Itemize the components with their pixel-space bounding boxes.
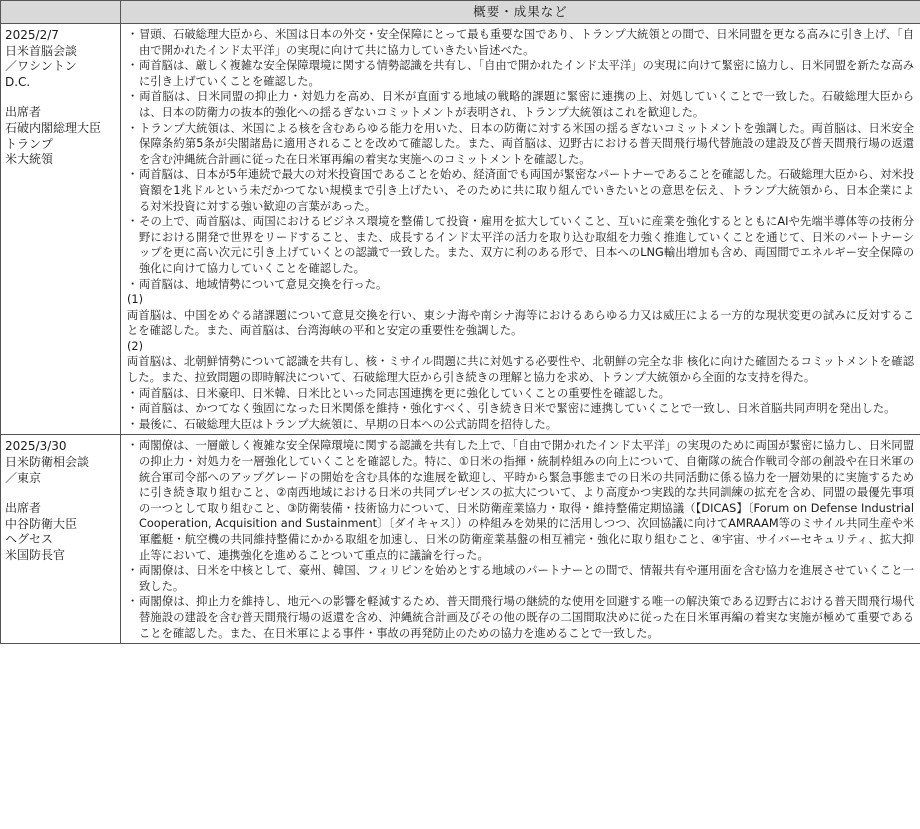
- paragraph: (1): [127, 293, 144, 307]
- bullet-item: ・ 両首脳は、地域情勢について意見交換を行った。: [127, 277, 914, 293]
- bullet-item: ・ 両閣僚は、日米を中核として、豪州、韓国、フィリピンを始めとする地域のパートナーとの間で、情報共有や運用面を含む協力を進展させていくこと一致した。: [127, 563, 914, 594]
- spacer: [5, 486, 118, 501]
- bullet-item: ・ 両閣僚は、抑止力を維持し、地元への影響を軽減するため、普天間飛行場の継続的な使用を回避する唯一の解決策である辺野古における普天間飛行場代替施設の建設を含む普天間飛行場の返還を含め、沖縄統合計画及びその他の既存の二国間取決めに従った在日米軍再編の着実な実施が極めて重要であることを確認した。また、在日米軍による事件・事故の再発防止のための協力を進めることで一致した。: [127, 594, 914, 641]
- bullet-item: ・ 最後に、石破総理大臣はトランプ大統領に、早期の日本への公式訪問を招待した。: [127, 417, 914, 433]
- meeting-info-line: ／ワシントン: [5, 59, 77, 74]
- meeting-info-line: 2025/2/7: [5, 28, 59, 42]
- meeting-info-line: 出席者: [5, 105, 42, 120]
- table-header-row: [1, 1, 920, 24]
- paragraph: 両首脳は、北朝鮮情勢について認識を共有し、核・ミサイル問題に共に対処する必要性や、北朝鮮の完全な非 核化に向けた確固たるコミットメントを確認した。また、拉致問題の即時解決について、石破総理大臣から引き続きの理解と協力を求め、トランプ大統領から全面的な支持を得た。: [127, 355, 914, 385]
- meeting-info-line: 石破内閣総理大臣: [5, 120, 102, 135]
- meeting-info-line: ／東京: [5, 470, 42, 485]
- spacer: [5, 90, 118, 105]
- bullet-item: ・ 冒頭、石破総理大臣から、米国は日本の外交・安全保障にとって最も重要な国であり、トランプ大統領との間で、日米同盟を更なる高みに引き上げ、「自由で開かれたインド太平洋」の実現に向けて共に協力していきたい旨述べた。: [127, 27, 914, 58]
- header-blank-cell: [1, 1, 121, 24]
- meeting-info-line: 中谷防衛大臣: [5, 516, 78, 531]
- meeting-info-line: 日米首脳会談: [5, 43, 78, 58]
- bullet-item: ・ 両首脳は、日米同盟の抑止力・対処力を高め、日米が直面する地域の戦略的課題に緊密に連携の上、対処していくことで一致した。石破総理大臣からは、日本の防衛力の抜本的強化への揺るぎないコミットメントが表明され、トランプ大統領はこれを歓迎した。: [127, 89, 914, 120]
- meeting-info-line: 2025/3/30: [5, 439, 67, 454]
- bullet-item: ・ 両首脳は、日本が5年連続で最大の対米投資国であることを始め、経済面でも両国が緊密なパートナーであることを確認した。石破総理大臣から、対米投資額を1兆ドルという未だかつてない規模まで引き上げたい、そのために共に取り組んでいきたいとの意思を伝え、トランプ大統領から、日本企業による対米投資に対する強い歓迎の言葉があった。: [127, 167, 914, 214]
- meeting-info-line: トランプ: [5, 136, 54, 151]
- bullet-item: ・ 両閣僚は、一層厳しく複雑な安全保障環境に関する認識を共有した上で、「自由で開かれたインド太平洋」の実現のために両国が緊密に協力し、日米同盟の抑止力・対処力を一層強化していくことを確認した。特に、①日米の指揮・統制枠組みの向上について、自衛隊の統合作戦司令部の創設や在日米軍の統合軍司令部へのアップグレードの開始を含む具体的な進展を歓迎し、平時から緊急事態までの日米の共同活動に係る協力を一層効果的に実施するために引き続き取り組むこと、②南西地域における日米の共同プレゼンスの拡大について、より高度かつ実践的な共同訓練の拡充を含め、同盟の最優先事項の一つとして取り組むこと、③防衛装備・技術協力について、日米防衛産業協力・取得・維持整備定期協議（【DICAS】〔Forum on Defense Industrial Cooperation, Acquisition and Sustainment〕〔ダイキャス〕）の枠組みを効果的に活用しつつ、次回協議に向けてAMRAAM等のミサイル共同生産や米軍艦艇・航空機の共同維持整備にかかる取組を加速し、日米の防衛産業基盤の相互補完・強化に取り組むこと、④宇宙、サイバーセキュリティ、拡大抑止等において、連携強化を進めることついて重点的に議論を行った。: [127, 438, 914, 563]
- meeting-info-cell: [1, 435, 121, 644]
- header-summary-cell: 概要・成果など: [121, 1, 920, 24]
- meeting-info-line: 出席者: [5, 501, 42, 516]
- meeting-summary-cell: [121, 24, 920, 435]
- bullet-item: ・ 両首脳は、厳しく複雑な安全保障環境に関する情勢認識を共有し、「自由で開かれたインド太平洋」の実現に向けて緊密に協力し、日米同盟を新たな高みに引き上げていくことを確認した。: [127, 58, 914, 89]
- meeting-info-cell: [1, 24, 121, 435]
- meeting-info-line: 日米防衛相会談: [5, 455, 90, 470]
- table-row: [1, 24, 920, 435]
- paragraph: 両首脳は、中国をめぐる諸課題について意見交換を行い、東シナ海や南シナ海等におけるあらゆる力又は威圧による一方的な現状変更の試みに反対することを確認した。また、両首脳は、台湾海峡の平和と安定の重要性を強調した。: [127, 308, 914, 338]
- paragraph: (2): [127, 339, 144, 353]
- meeting-info-line: 米国防長官: [5, 548, 66, 562]
- bullet-item: ・ トランプ大統領は、米国による核を含むあらゆる能力を用いた、日本の防衛に対する米国の揺るぎないコミットメントを強調した。両首脳は、日米安全保障条約第5条が尖閣諸島に適用されることを改めて確認した。また、両首脳は、辺野古における普天間飛行場代替施設の建設及び普天間飛行場の返還を含む沖縄統合計画に従った在日米軍再編の着実な実施へのコミットメントを確認した。: [127, 121, 914, 168]
- meeting-info-line: D.C.: [5, 74, 31, 89]
- bullet-item: ・ 両首脳は、日米豪印、日米韓、日米比といった同志国連携を更に強化していくことの重要性を確認した。: [127, 386, 914, 402]
- meeting-summary-cell: [121, 435, 920, 644]
- meeting-info-line: ヘグセス: [5, 532, 54, 547]
- bullet-item: ・ その上で、両首脳は、両国におけるビジネス環境を整備して投資・雇用を拡大していくこと、互いに産業を強化するとともにAIや先端半導体等の技術分野における開発で世界をリードすること、また、成長するインド太平洋の活力を取り込む取組を力強く推進していくことを通じて、日米のパートナーシップを更に高い次元に引き上げていくとの認識で一致した。また、双方に利のある形で、日本へのLNG輸出増加も含め、両国間でエネルギー安全保障の強化に向けて協力していくことを確認した。: [127, 214, 914, 276]
- meeting-info-line: 米大統領: [5, 152, 54, 167]
- bullet-item: ・ 両首脳は、かつてなく強固になった日米関係を維持・強化すべく、引き続き日米で緊密に連携していくことで一致し、日米首脳共同声明を発出した。: [127, 401, 914, 417]
- table-row: [1, 435, 920, 644]
